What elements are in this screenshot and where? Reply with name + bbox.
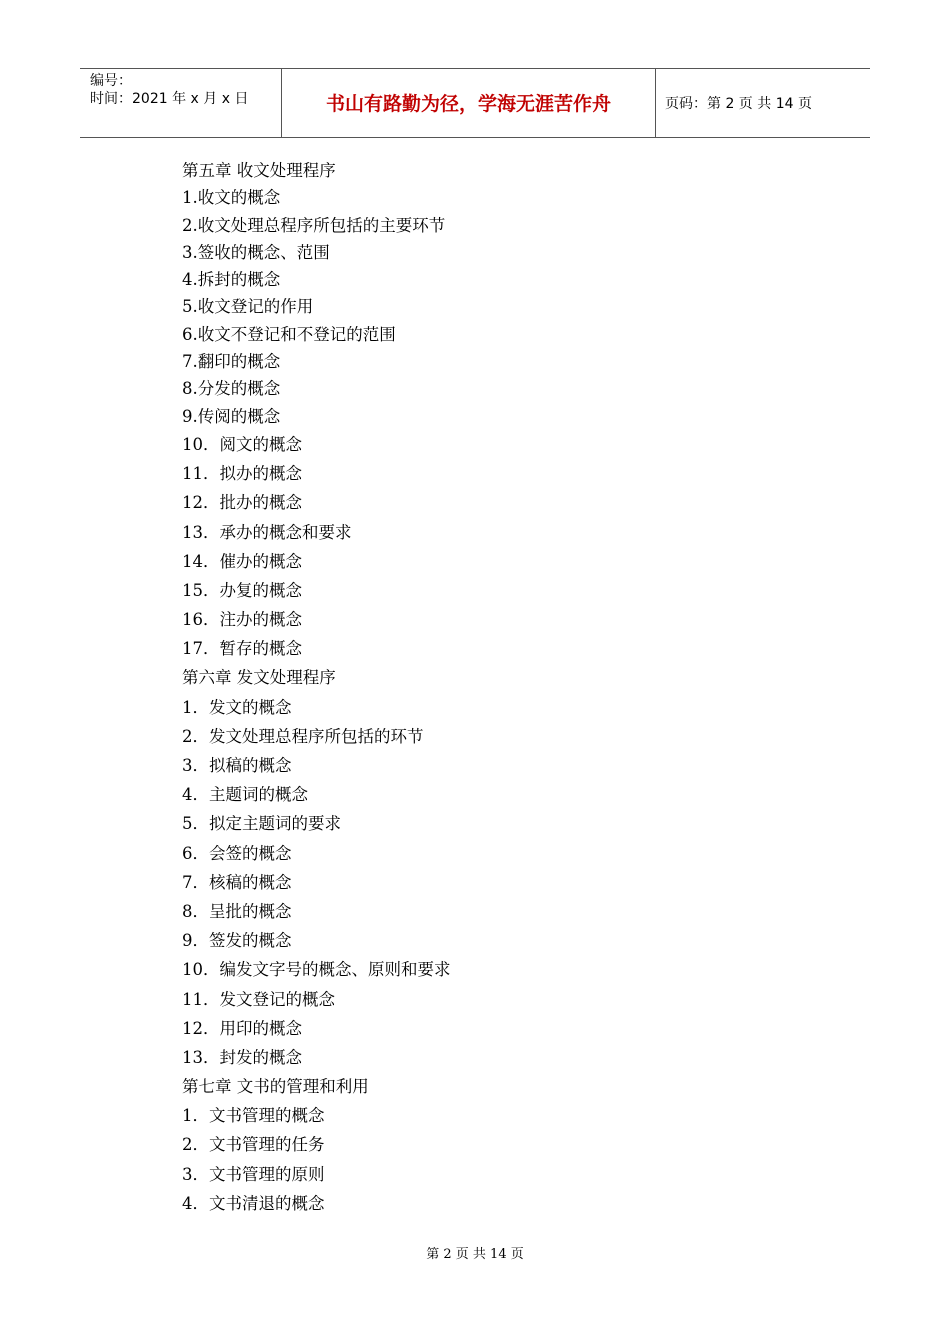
list-item: 13．承办的概念和要求 [182, 522, 352, 542]
chapter-heading: 第七章 文书的管理和利用 [182, 1077, 369, 1097]
list-item: 11．发文登记的概念 [182, 989, 335, 1009]
document-date: 时间：2021 年 x 月 x 日 [90, 91, 249, 107]
header-page-cell [655, 69, 870, 137]
list-item: 4.拆封的概念 [182, 270, 281, 290]
list-item: 9．签发的概念 [182, 931, 292, 951]
list-item: 6.收文不登记和不登记的范围 [182, 324, 396, 344]
header-meta [80, 69, 280, 137]
list-item: 15．办复的概念 [182, 580, 302, 600]
list-item: 3.签收的概念、范围 [182, 242, 330, 262]
list-item: 12．用印的概念 [182, 1018, 302, 1038]
list-item: 14．催办的概念 [182, 551, 302, 571]
document-number: 编号： [90, 73, 132, 89]
list-item: 9.传阅的概念 [182, 406, 281, 426]
page-info: 页码：第 2 页 共 14 页 [665, 96, 812, 112]
page-header [80, 68, 870, 138]
list-item: 4．主题词的概念 [182, 785, 308, 805]
list-item: 10．阅文的概念 [182, 434, 302, 454]
list-item: 1．文书管理的概念 [182, 1106, 325, 1126]
list-item: 2.收文处理总程序所包括的主要环节 [182, 215, 446, 235]
list-item: 5．拟定主题词的要求 [182, 814, 341, 834]
list-item: 8.分发的概念 [182, 379, 281, 399]
list-item: 7．核稿的概念 [182, 872, 292, 892]
outline-content [182, 157, 822, 1218]
page-footer: 第 2 页 共 14 页 [426, 1247, 524, 1262]
list-item: 5.收文登记的作用 [182, 297, 314, 317]
list-item: 3．拟稿的概念 [182, 756, 292, 776]
list-item: 4．文书清退的概念 [182, 1193, 325, 1213]
motto: 书山有路勤为径，学海无涯苦作舟 [325, 93, 611, 115]
list-item: 2．发文处理总程序所包括的环节 [182, 726, 424, 746]
list-item: 1．发文的概念 [182, 697, 292, 717]
list-item: 1.收文的概念 [182, 188, 281, 208]
list-item: 10．编发文字号的概念、原则和要求 [182, 960, 451, 980]
list-item: 2．文书管理的任务 [182, 1135, 325, 1155]
list-item: 12．批办的概念 [182, 493, 302, 513]
list-item: 13．封发的概念 [182, 1047, 302, 1067]
list-item: 6．会签的概念 [182, 843, 292, 863]
header-motto-cell [281, 69, 656, 137]
chapter-heading: 第五章 收文处理程序 [182, 161, 336, 180]
list-item: 3．文书管理的原则 [182, 1164, 325, 1184]
list-item: 17．暂存的概念 [182, 639, 302, 659]
list-item: 16．注办的概念 [182, 610, 302, 630]
list-item: 7.翻印的概念 [182, 352, 281, 372]
list-item: 11．拟办的概念 [182, 464, 302, 484]
list-item: 8．呈批的概念 [182, 901, 292, 921]
chapter-heading: 第六章 发文处理程序 [182, 668, 336, 688]
